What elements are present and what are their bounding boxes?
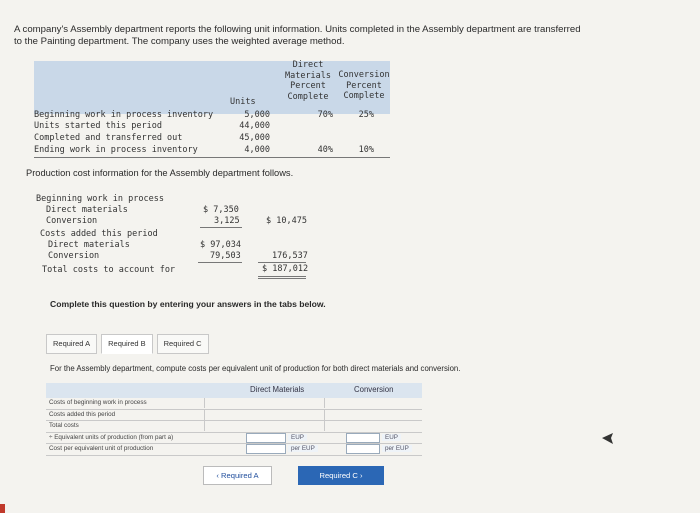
cost-section-heading: Production cost information for the Assembly department follows. [26,168,294,178]
grid-row-label: ÷ Equivalent units of production (from part a) [49,433,174,441]
grid-row-total-costs [46,421,422,433]
grid-row-added-costs [46,410,422,422]
conv-begin-label: Conversion [46,216,98,226]
left-edge-marker [0,504,5,513]
input-conv-beginning[interactable] [324,398,423,408]
dm-begin-label: Direct materials [46,205,128,215]
input-dm-added[interactable] [204,410,325,420]
conv-added-value: 79,503 [210,251,241,261]
grand-total-rule-top [258,262,306,263]
next-required-c-button[interactable]: Required C › [298,466,384,485]
added-total-value: 176,537 [272,251,308,261]
grand-total-double-rule-2 [258,278,306,279]
input-conv-cost-per-eup[interactable] [346,444,380,454]
grand-total-value: $ 187,012 [262,264,309,274]
tab-required-c[interactable]: Required C [157,334,209,354]
grid-row-eup [46,433,422,445]
input-conv-eup[interactable] [346,433,380,443]
cursor-arrow-icon [601,432,615,446]
answer-grid [46,398,422,456]
input-dm-eup[interactable] [246,433,286,443]
begin-total-value: $ 10,475 [266,216,307,226]
added-heading: Costs added this period [40,229,158,239]
per-eup-label-dm: per EUP [288,445,318,452]
dm-added-value: $ 97,034 [200,240,241,250]
units-row-beginning: Beginning work in process inventory 5,000 70% 25% [34,110,374,120]
input-dm-beginning[interactable] [204,398,325,408]
units-row-completed: Completed and transferred out 45,000 [34,133,270,143]
col-direct-materials: Direct Materials [250,385,305,394]
answer-grid-header [46,383,422,398]
eup-label-conv: EUP [382,434,401,441]
intro-text: A company's Assembly department reports the following unit information. Units completed in the Assembly department are transferred to the Painting department. The company uses the weighted average method. [14,24,581,47]
prev-required-a-button[interactable]: ‹ Required A [203,466,272,485]
grid-row-label: Total costs [49,422,79,429]
header-conversion: Conversion Percent Complete [338,70,390,101]
col-conversion: Conversion [354,385,394,394]
tab-required-a[interactable]: Required A [46,334,97,354]
grid-row-beginning-costs [46,398,422,410]
input-conv-total[interactable] [324,421,423,431]
grid-row-label: Cost per equivalent unit of production [49,445,154,452]
per-eup-label-conv: per EUP [382,445,412,452]
beginning-wip-heading: Beginning work in process [36,194,164,204]
units-row-ending: Ending work in process inventory 4,000 40% 10% [34,145,374,155]
tab-required-b[interactable]: Required B [101,334,153,354]
grand-total-double-rule-1 [258,276,306,277]
total-costs-label: Total costs to account for [42,265,176,275]
instruction-text: Complete this question by entering your answers in the tabs below. [50,299,326,309]
eup-label-dm: EUP [288,434,307,441]
tab-bar [46,334,209,354]
input-dm-cost-per-eup[interactable] [246,444,286,454]
input-conv-added[interactable] [324,410,423,420]
question-text: For the Assembly department, compute costs per equivalent unit of production for both direct materials and conversion. [50,364,461,373]
units-table-header [34,61,390,114]
input-dm-total[interactable] [204,421,325,431]
units-table-bottom-rule [34,157,390,158]
dm-begin-value: $ 7,350 [203,205,239,215]
units-row-started: Units started this period 44,000 [34,121,270,131]
grid-row-cost-per-eup [46,444,422,456]
grid-row-label: Costs of beginning work in process [49,399,147,406]
begin-subtotal-rule [200,227,242,228]
header-direct-materials: Direct Materials Percent Complete [284,60,332,102]
grid-row-label: Costs added this period [49,410,116,418]
header-units: Units [230,97,256,107]
dm-added-label: Direct materials [48,240,130,250]
conv-added-label: Conversion [48,251,100,261]
added-subtotal-rule [198,262,242,263]
conv-begin-value: 3,125 [214,216,240,226]
